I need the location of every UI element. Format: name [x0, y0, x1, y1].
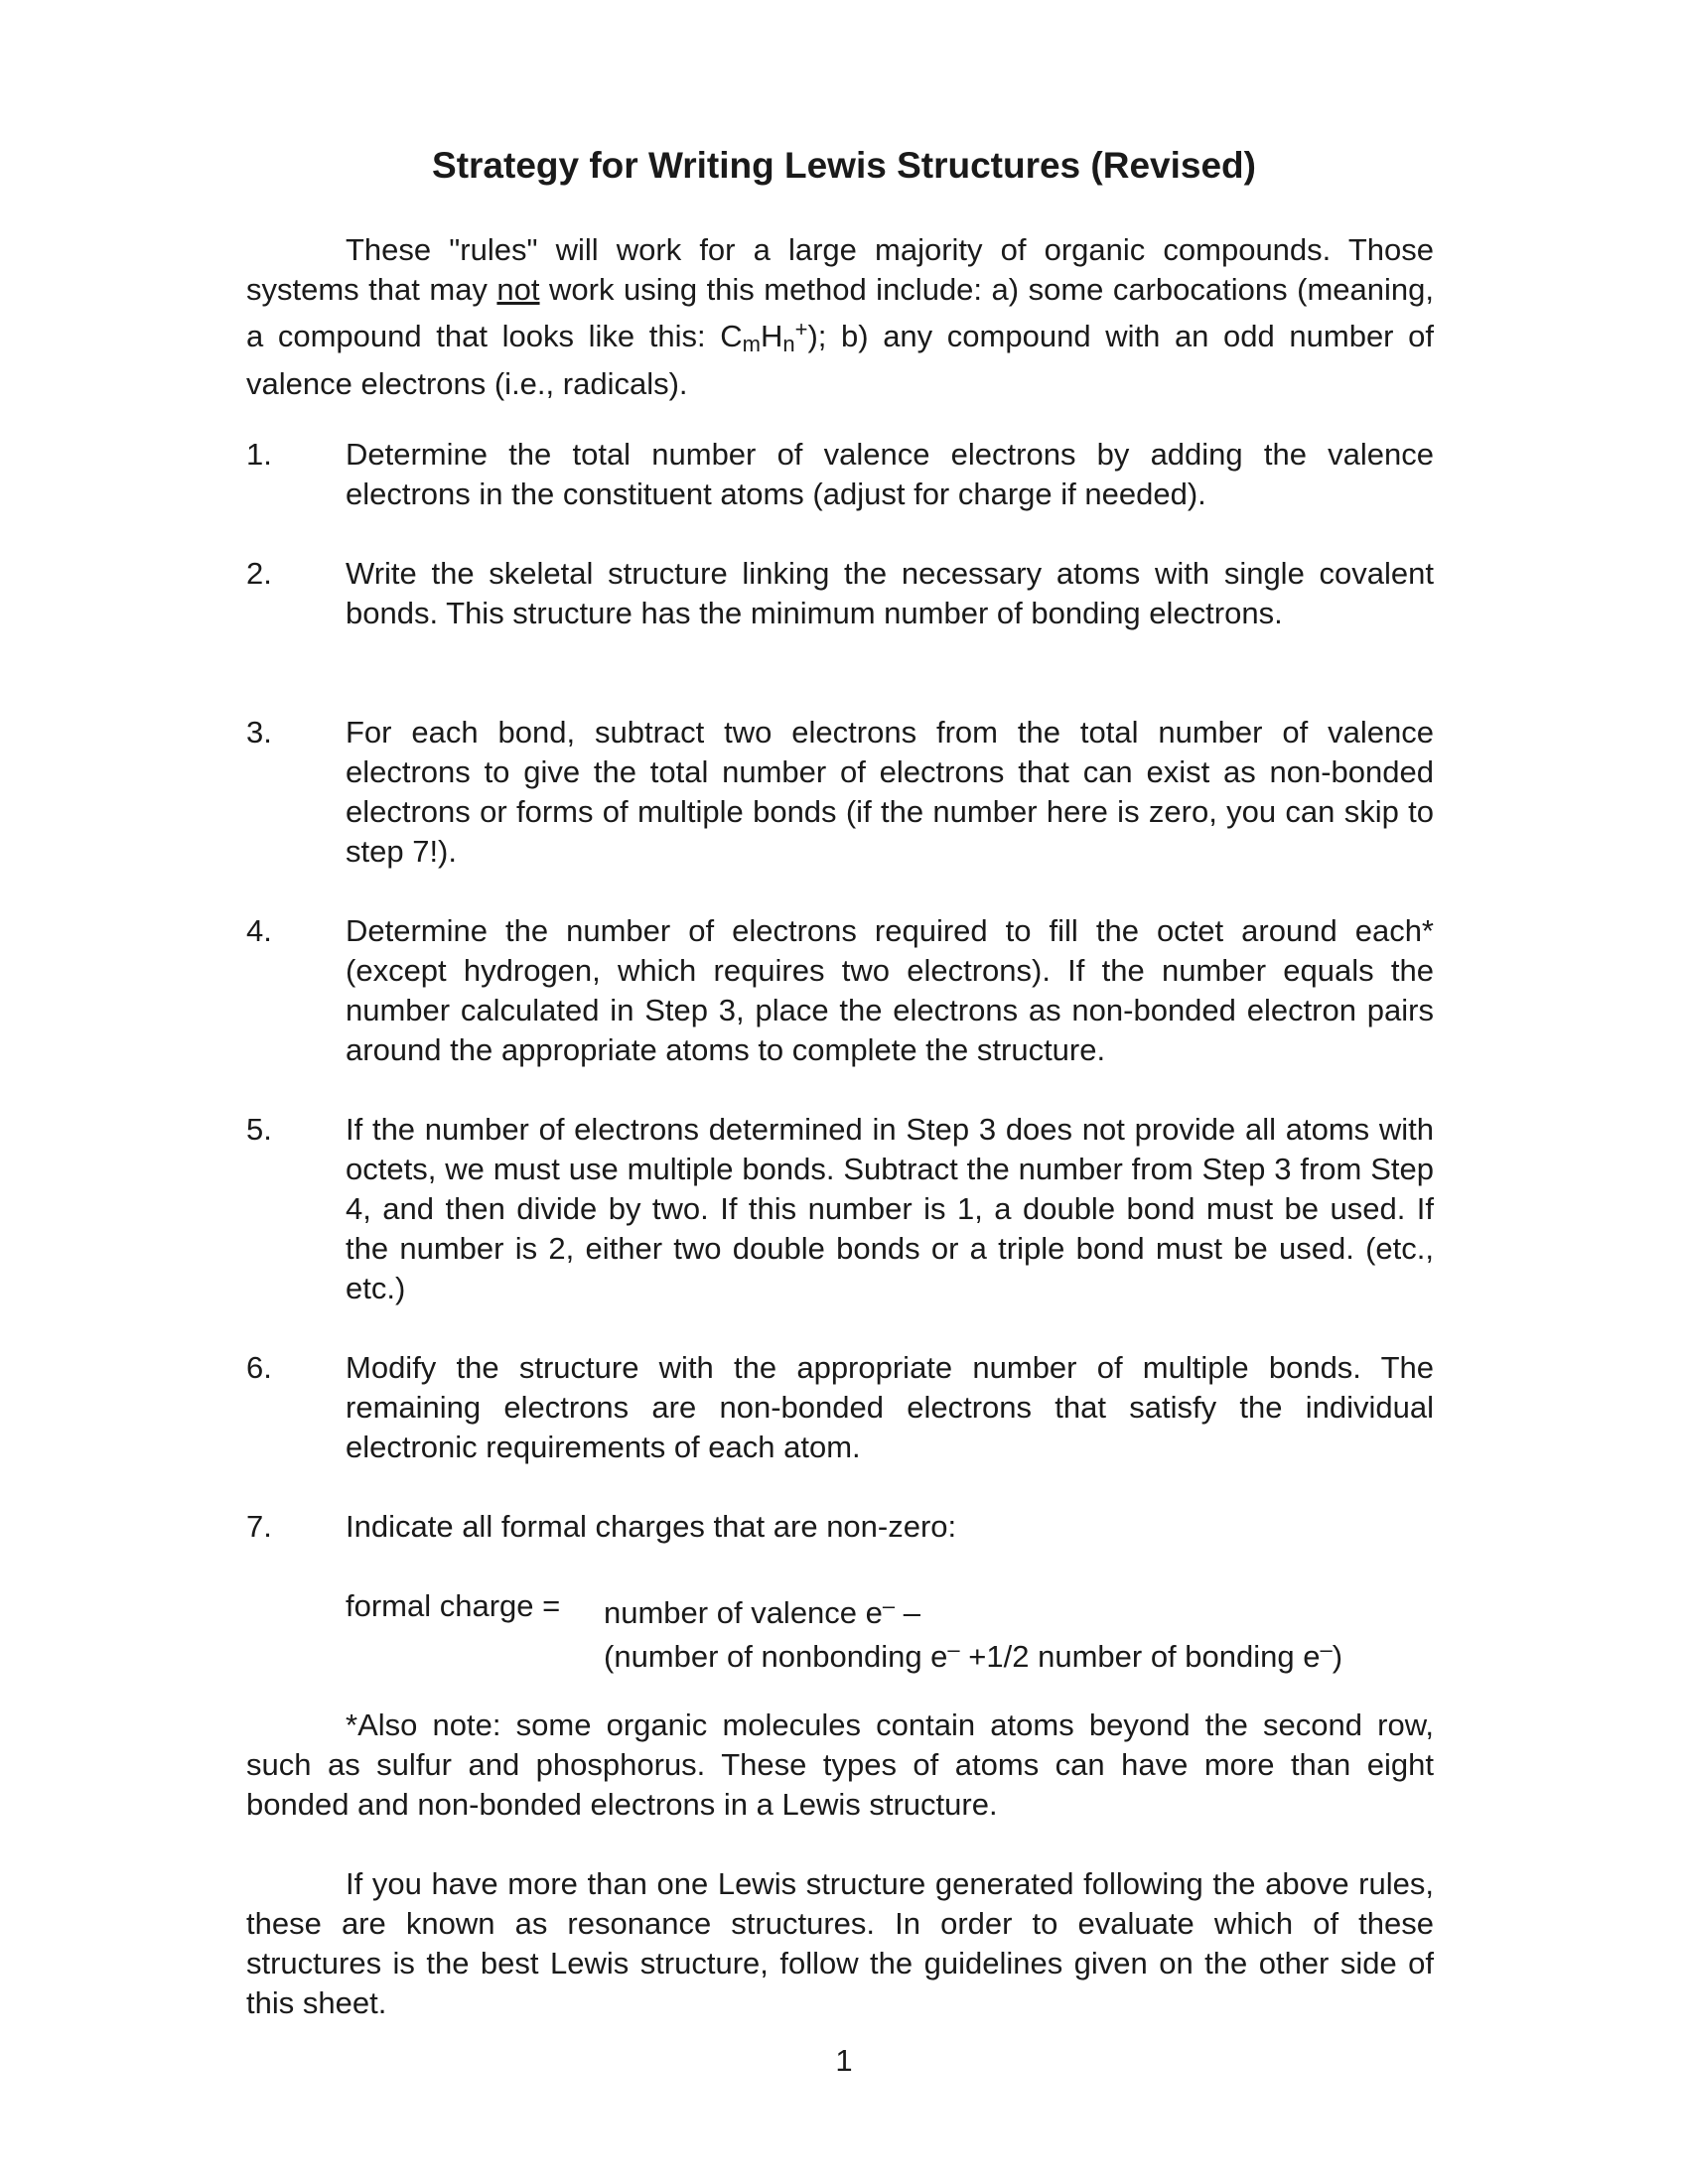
step-text: Determine the number of electrons required to fill the octet around each* (except hydrogen, which requires two electrons). If the number equals the number calculated in Step 3, place the electrons as non-bonded electron pairs around the appropriate atoms to complete the structure. — [346, 913, 1434, 1067]
superscript-plus: + — [794, 317, 808, 341]
formula-line-1: number of valence e– – — [604, 1593, 921, 1630]
step-number: 1. — [246, 437, 272, 472]
formula-label: formal charge = — [346, 1588, 561, 1623]
step-number: 2. — [246, 556, 272, 591]
step-text: For each bond, subtract two electrons from the total number of valence electrons to give the total number of electrons that can exist as non-bonded electrons or forms of multiple bonds (if the number here is zero, you can skip to step 7!). — [346, 715, 1434, 869]
intro-text-1: These "rules" will work for a large majority of organic compounds. Those systems that may — [246, 232, 1434, 307]
page-title: Strategy for Writing Lewis Structures (Revised) — [432, 145, 1256, 186]
note-paragraph — [246, 1706, 1434, 1825]
intro-text-3: ); b) any compound with an odd number of valence electrons (i.e., radicals). — [246, 319, 1434, 401]
step-text: Indicate all formal charges that are non-zero: — [346, 1509, 957, 1544]
intro-text-2: work using this method include: a) some carbocations (meaning, a compound that looks like this: C — [246, 272, 1434, 353]
step-number: 4. — [246, 913, 272, 948]
closing-text: If you have more than one Lewis structure generated following the above rules, these are known as resonance structures. In order to evaluate which of these structures is the best Lewis structure, follow the guidelines given on the other side of this sheet. — [246, 1866, 1434, 2020]
subscript-n: n — [782, 332, 795, 356]
step-text: If the number of electrons determined in Step 3 does not provide all atoms with octets, we must use multiple bonds. Subtract the number from Step 3 from Step 4, and then divide by two. If this number is 1, a double bond must be used. If the number is 2, either two double bonds or a triple bond must be used. (etc., etc.) — [346, 1112, 1434, 1305]
subscript-m: m — [742, 332, 761, 356]
formula-line-2: (number of nonbonding e– +1/2 number of bonding e–) — [604, 1637, 1343, 1674]
step-number: 7. — [246, 1509, 272, 1544]
page-number: 1 — [835, 2043, 853, 2078]
intro-paragraph — [246, 230, 1434, 404]
closing-paragraph — [246, 1864, 1434, 2023]
formula-h: H — [760, 319, 783, 353]
step-number: 5. — [246, 1112, 272, 1147]
step-text: Determine the total number of valence electrons by adding the valence electrons in the constituent atoms (adjust for charge if needed). — [346, 437, 1434, 511]
step-text: Write the skeletal structure linking the necessary atoms with single covalent bonds. This structure has the minimum number of bonding electrons. — [346, 556, 1434, 630]
step-text: Modify the structure with the appropriate number of multiple bonds. The remaining electrons are non-bonded electrons that satisfy the individual electronic requirements of each atom. — [346, 1350, 1434, 1464]
note-text: *Also note: some organic molecules contain atoms beyond the second row, such as sulfur and phosphorus. These types of atoms can have more than eight bonded and non-bonded electrons in a Lewis structure. — [246, 1707, 1434, 1822]
intro-not-underlined: not — [496, 272, 540, 307]
step-number: 3. — [246, 715, 272, 750]
step-number: 6. — [246, 1350, 272, 1385]
